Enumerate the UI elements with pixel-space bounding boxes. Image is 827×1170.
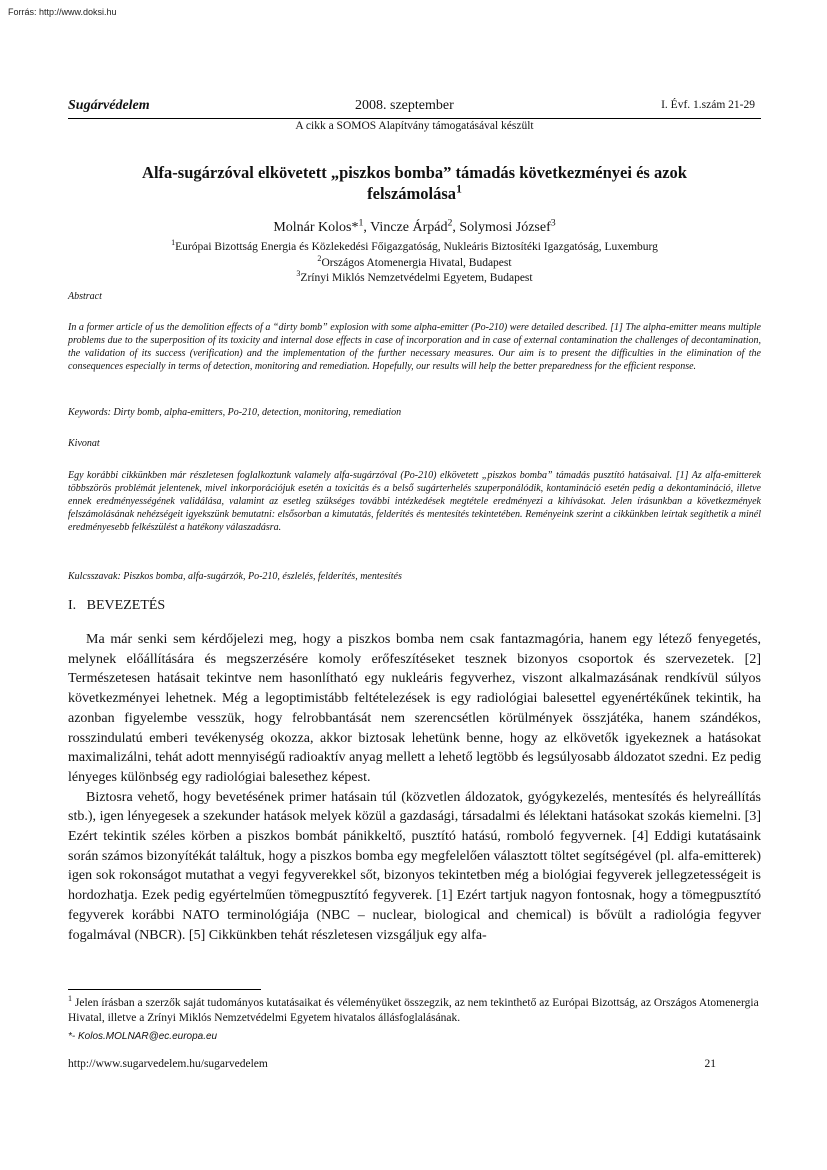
journal-name: Sugárvédelem: [68, 98, 150, 113]
affiliation-line: [68, 240, 761, 256]
author-mark: 1: [358, 217, 364, 229]
footer-url[interactable]: http://www.sugarvedelem.hu/sugarvedelem: [68, 1058, 268, 1070]
kivonat-keywords: Kulcsszavak: Piszkos bomba, alfa-sugárzók, Po-210, észlelés, felderítés, mentesítés: [68, 571, 402, 582]
author-email: *- Kolos.MOLNAR@ec.europa.eu: [68, 1031, 218, 1042]
affiliation-line: [68, 271, 761, 287]
affiliation-text: Európai Bizottság Energia és Közlekedési Főigazgatóság, Nukleáris Biztosítéki Igazgatóság, Luxemburg: [175, 241, 658, 253]
page-number: 21: [704, 1058, 716, 1070]
author-list: Molnár Kolos*$^1$, Vincze Árpád$^2$, Solymosi József$^3$: [273, 217, 556, 235]
affiliation-text: Országos Atomenergia Hivatal, Budapest: [321, 256, 512, 269]
affiliation-mark: 2: [317, 253, 322, 263]
support-note: A cikk a SOMOS Alapítvány támogatásával készült: [295, 120, 534, 132]
title-footnote-mark: 1: [456, 183, 462, 196]
footnote-text: Jelen írásban a szerzők saját tudományos kutatásaikat és véleményüket összegzik, az nem tekinthető az Európai Bizottság, az Országos Atomenergia Hivatal, illetve a Zrínyi Miklós Nemzetvédelmi Egyetem hivatalos állásfoglalásának.: [68, 997, 759, 1024]
running-header: [68, 98, 761, 119]
kivonat-heading: Kivonat: [68, 438, 100, 449]
paper-title: [68, 162, 761, 204]
footnote: [68, 996, 761, 1026]
author-name: Molnár Kolos*: [273, 220, 359, 235]
footnote-divider: [68, 989, 261, 990]
abstract-keywords: Keywords: Dirty bomb, alpha-emitters, Po-210, detection, monitoring, remediation: [68, 407, 402, 418]
section-body: [68, 630, 761, 945]
affiliation-mark: 1: [171, 238, 176, 248]
kivonat-text: Egy korábbi cikkünkben már részletesen foglalkoztunk valamely alfa-sugárzóval (Po-210) elkövetett „piszkos bomba” támadás pusztító hatásaival. [1] Az alfa-emitterek többszörös problémát jelentenek, mivel inkorporációjuk esetén a toxicitás és a belső sugárterhelés szuperponálódik, kontamináció esetén pedig a dekontamináció, illetve ennek eredményességének validálása, valamint az esetleg szükséges további intézkedések megtétele eredményezi a kihívásokat. Jelen írásunkban a következmények felszámolásának nehézségeit igyekszünk bemutatni: elsősorban a kimutatás, felderítés és mentesítés tekintetében. Reményeink szerint a cikkünkben leírtak segíthetik a minél eredményesebb felkészülést a hatékony válaszadásra.: [68, 470, 761, 533]
title-line-1: Alfa-sugárzóval elkövetett „piszkos bomba” támadás következményei és azok: [142, 163, 687, 182]
volume-info: I. Évf. 1.szám 21-29: [661, 99, 755, 111]
affiliations: [68, 240, 761, 287]
author-name: Solymosi József: [459, 220, 551, 235]
body-paragraph: Ma már senki sem kérdőjelezi meg, hogy a piszkos bomba nem csak fantazmagória, hanem egy létező fenyegetés, melynek előállítására és megszerzésére komoly erőfeszítéseket tesznek bizonyos csoportok és szervezetek. [2] Természetesen hatásait tekintve nem hasonlítható egy nukleáris fegyverhez, viszont alkalmazásának rendkívül súlyos következményei lehetnek. Még a legoptimistább feltételezések is egy radiológiai balesettel egyenértékűnek tekintik, ha azonban figyelembe vesszük, hogy felrobbantását nem szerencsétlen körülmények összjátéka, hanem szándékos, rosszindulatú emberi tevékenység okozza, akkor biztosak lehetünk benne, hogy az elkövetők igyekeznek a hatásokat maximalizálni, tehát adott mennyiségű radioaktív anyag mellett a lehető legtöbb és legsúlyosabb áldozatot szedni. Ez pedig lényeges különbség egy radiológiai balesethez képest.: [68, 632, 761, 785]
author-name: Vincze Árpád: [370, 220, 448, 235]
abstract-heading: Abstract: [68, 291, 102, 302]
affiliation-line: [68, 253, 761, 272]
issue-date: 2008. szeptember: [355, 98, 454, 113]
author-mark: 2: [447, 217, 453, 229]
title-line-2: felszámolása: [367, 184, 457, 203]
body-paragraph: Biztosra vehető, hogy bevetésének primer hatásain túl (közvetlen áldozatok, gyógykezelés, mentesítés és helyreállítás stb.), igen lényegesek a szekunder hatások melyek közül a gazdasági, társadalmi és lélektani hatásokat szokás kiemelni. [3] Ezért tekintik széles körben a piszkos bombát pánikkeltő, pusztító hatású, romboló fegyvernek. [4] Eddigi kutatásaink során számos bizonyítékát találtuk, hogy a piszkos bomba egy megfelelően választott töltet segítségével (pl. alfa-emitterek) igen sok rokonságot mutathat a vegyi fegyverekkel sőt, bizonyos tekintetben még a biológiai fegyverek jellegzetességeit is hordozhatja. Ezek pedig egyértelműen tömegpusztító fegyverek. [1] Ezért tartjuk nagyon fontosnak, hogy a tömegpusztító fegyverek korábbi NATO terminológiája (NBC – nuclear, biological and chemical) is bővült a radiológia fegyver fogalmával (NBCR). [5] Cikkünkben tehát részletesen vizsgáljuk egy alfa-: [68, 789, 761, 943]
footnote-mark: 1: [68, 994, 73, 1004]
affiliation-mark: 3: [296, 269, 301, 279]
author-mark: 3: [550, 217, 556, 229]
source-line: Forrás: http://www.doksi.hu: [8, 7, 117, 17]
abstract-text: In a former article of us the demolition effects of a “dirty bomb” explosion with some alpha-emitter (Po-210) were detailed described. [1] The alpha-emitter means multiple problems due to the superposition of its toxicity and internal dose effects in case of incorporation and in case of external contamination the challenges of decontamination, the validation of its success (verification) and the implementation of the further necessary measures. Our aim is to present the difficulties in the elimination of the consequences especially in terms of detection, monitoring and remediation. Hopefully, our results will help the better preparedness for the efficient response.: [68, 322, 761, 372]
section-heading: I. BEVEZETÉS: [68, 598, 166, 613]
affiliation-text: Zrínyi Miklós Nemzetvédelmi Egyetem, Budapest: [300, 272, 533, 284]
